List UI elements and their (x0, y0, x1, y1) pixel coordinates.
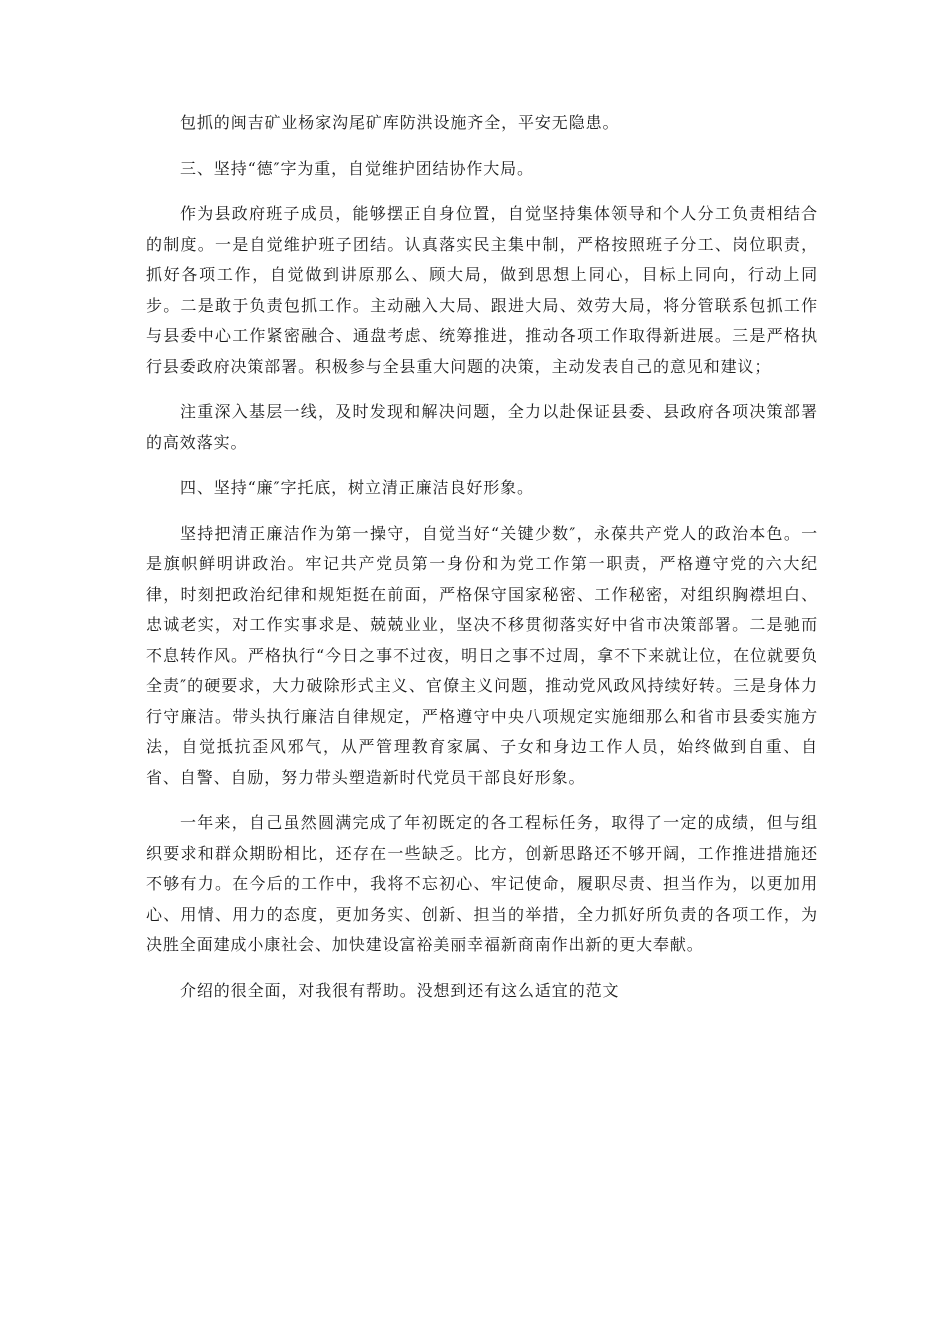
paragraph-6: 坚持把清正廉洁作为第一操守，自觉当好“关键少数″，永葆共产党人的政治本色。一是旗帜鲜明讲政治。牢记共产党员第一身份和为党工作第一职责，严格遵守党的六大纪律，时刻把政治纪律和规矩挺在前面，严格保守国家秘密、工作秘密，对组织胸襟坦白、忠诚老实，对工作实事求是、兢兢业业，坚决不移贯彻落实好中省市决策部署。二是驰而不息转作风。严格执行“今日之事不过夜，明日之事不过周，拿不下来就让位，在位就要负全责″的硬要求，大力破除形式主义、官僚主义问题，推动党风政风持续好转。三是身体力行守廉洁。带头执行廉洁自律规定，严格遵守中央八项规定实施细那么和省市县委实施方法，自觉抵抗歪风邪气，从严管理教育家属、子女和身边工作人员，始终做到自重、自省、自警、自励，努力带头塑造新时代党员干部良好形象。 (146, 523, 818, 787)
paragraph-7: 一年来，自己虽然圆满完成了年初既定的各工程标任务，取得了一定的成绩，但与组织要求和群众期盼相比，还存在一些缺乏。比方，创新思路还不够开阔，工作推进措施还不够有力。在今后的工作中，我将不忘初心、牢记使命，履职尽责、担当作为，以更加用心、用情、用力的态度，更加务实、创新、担当的举措，全力抓好所负责的各项工作，为决胜全面建成小康社会、加快建设富裕美丽幸福新商南作出新的更大奉献。 (146, 813, 818, 954)
document-page (146, 108, 818, 1021)
section-heading-3: 三、坚持“德″字为重，自觉维护团结协作大局。 (180, 158, 534, 178)
section-heading-4: 四、坚持“廉″字托底，树立清正廉洁良好形象。 (180, 478, 534, 497)
paragraph-1: 包抓的闽吉矿业杨家沟尾矿库防洪设施齐全，平安无隐患。 (180, 113, 620, 132)
paragraph-4: 注重深入基层一线，及时发现和解决问题，全力以赴保证县委、县政府各项决策部署的高效落实。 (146, 402, 818, 452)
paragraph-3: 作为县政府班子成员，能够摆正自身位置，自觉坚持集体领导和个人分工负责相结合的制度。一是自觉维护班子团结。认真落实民主集中制，严格按照班子分工、岗位职责，抓好各项工作，自觉做到讲原那么、顾大局，做到思想上同心，目标上同向，行动上同步。二是敢于负责包抓工作。主动融入大局、跟进大局、效劳大局，将分管联系包抓工作与县委中心工作紧密融合、通盘考虑、统筹推进，推动各项工作取得新进展。三是严格执行县委政府决策部署。积极参与全县重大问题的决策，主动发表自己的意见和建议； (146, 204, 818, 376)
comment-paragraph: 介绍的很全面，对我很有帮助。没想到还有这么适宜的范文 (180, 980, 620, 1000)
